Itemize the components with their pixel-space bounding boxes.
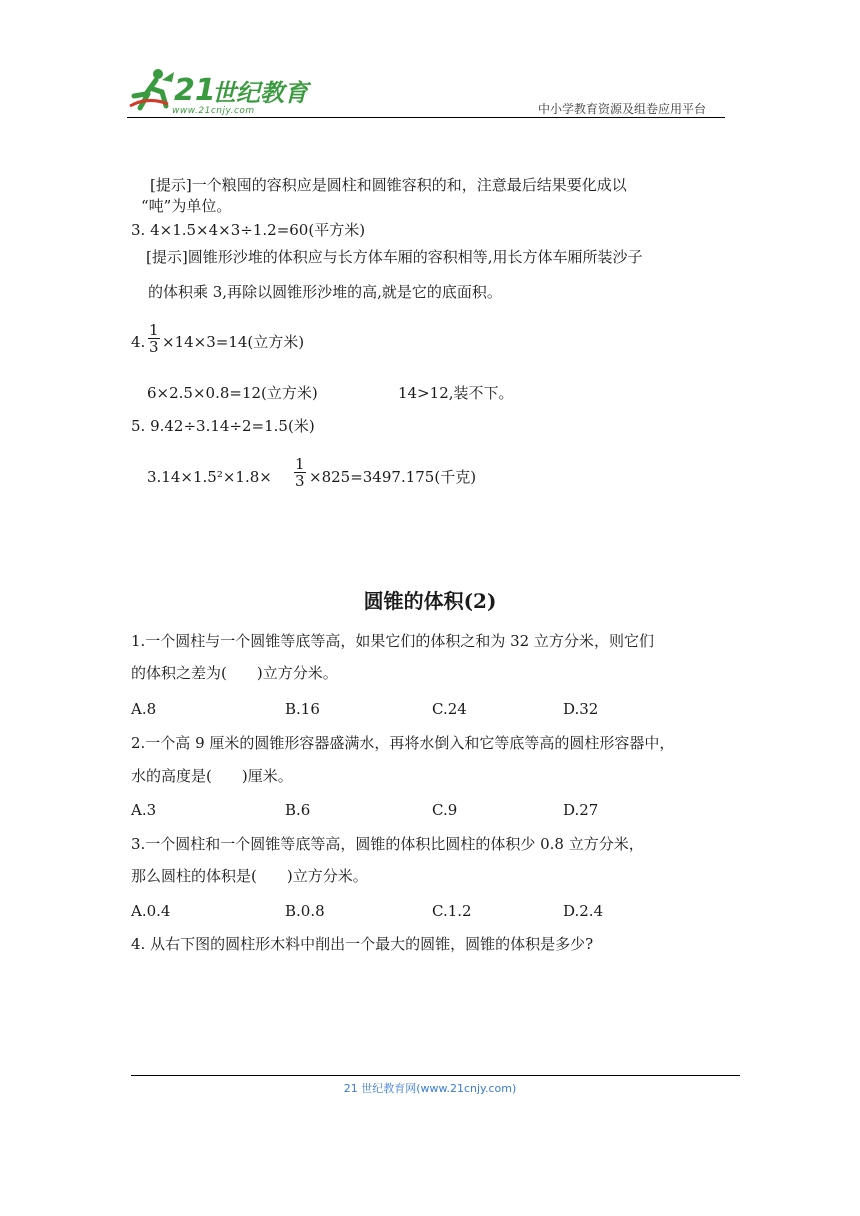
question-3-option-c: C.1.2 bbox=[432, 902, 472, 920]
question-2-line-2: 水的高度是( )厘米。 bbox=[131, 767, 293, 785]
question-3-line-1: 3.一个圆柱和一个圆锥等底等高，圆锥的体积比圆柱的体积少 0.8 立方分米， bbox=[131, 835, 644, 853]
hint-3-line-2: 的体积乘 3,再除以圆锥形沙堆的高,就是它的底面积。 bbox=[148, 283, 502, 301]
footer-link[interactable]: 21 世纪教育网(www.21cnjy.com) bbox=[343, 1082, 517, 1095]
logo-brand: 世纪教育 bbox=[212, 79, 308, 107]
answer-5-fraction-numerator: 1 bbox=[295, 455, 305, 473]
hint-1-line-2: “吨”为单位。 bbox=[141, 197, 232, 215]
header-rule bbox=[127, 117, 725, 118]
platform-name: 中小学教育资源及组卷应用平台 bbox=[538, 102, 707, 116]
question-1-option-b: B.16 bbox=[285, 700, 320, 718]
question-1-line-2: 的体积之差为( )立方分米。 bbox=[131, 664, 338, 682]
section-title: 圆锥的体积(2) bbox=[363, 589, 497, 613]
footer-rule bbox=[131, 1075, 740, 1076]
answer-4-line-2-right: 14>12,装不下。 bbox=[398, 384, 514, 402]
hint-3-line-1: [提示]圆锥形沙堆的体积应与长方体车厢的容积相等,用长方体车厢所装沙子 bbox=[146, 248, 643, 266]
question-2-option-c: C.9 bbox=[432, 801, 458, 819]
question-2-line-1: 2.一个高 9 厘米的圆锥形容器盛满水，再将水倒入和它等底等高的圆柱形容器中， bbox=[131, 734, 675, 752]
question-1-option-a: A.8 bbox=[131, 700, 157, 718]
answer-5-calc: 5. 9.42÷3.14÷2=1.5(米) bbox=[131, 417, 315, 435]
hint-1-line-1: [提示]一个粮囤的容积应是圆柱和圆锥容积的和，注意最后结果要化成以 bbox=[150, 176, 627, 194]
question-1-option-d: D.32 bbox=[563, 700, 599, 718]
question-2-option-a: A.3 bbox=[131, 801, 157, 819]
answer-5-fraction-denominator: 3 bbox=[295, 472, 305, 490]
answer-3-calc: 3. 4×1.5×4×3÷1.2=60(平方米) bbox=[131, 221, 366, 239]
question-4: 4. 从右下图的圆柱形木料中削出一个最大的圆锥，圆锥的体积是多少? bbox=[131, 935, 594, 953]
question-2-option-b: B.6 bbox=[285, 801, 311, 819]
question-1-option-c: C.24 bbox=[432, 700, 467, 718]
answer-5-fraction bbox=[294, 456, 306, 489]
answer-4-line-2-left: 6×2.5×0.8=12(立方米) bbox=[147, 384, 318, 402]
question-3-line-2: 那么圆柱的体积是( )立方分米。 bbox=[131, 867, 368, 885]
answer-5-line-2-left: 3.14×1.5²×1.8× bbox=[147, 468, 272, 486]
answer-4-fraction-numerator: 1 bbox=[149, 321, 159, 339]
question-3-option-a: A.0.4 bbox=[131, 902, 171, 920]
question-1-line-1: 1.一个圆柱与一个圆锥等底等高，如果它们的体积之和为 32 立方分米，则它们 bbox=[131, 632, 654, 650]
answer-5-line-2-right: ×825=3497.175(千克) bbox=[309, 468, 477, 486]
answer-4-prefix: 4. bbox=[131, 333, 146, 351]
answer-4-rest: ×14×3=14(立方米) bbox=[162, 333, 305, 351]
logo-url: www.21cnjy.com bbox=[172, 106, 255, 116]
logo-number: 21 bbox=[174, 73, 216, 108]
answer-4-fraction-denominator: 3 bbox=[149, 338, 159, 356]
question-2-option-d: D.27 bbox=[563, 801, 599, 819]
answer-4-fraction bbox=[148, 322, 160, 355]
question-3-option-d: D.2.4 bbox=[563, 902, 604, 920]
question-3-option-b: B.0.8 bbox=[285, 902, 325, 920]
